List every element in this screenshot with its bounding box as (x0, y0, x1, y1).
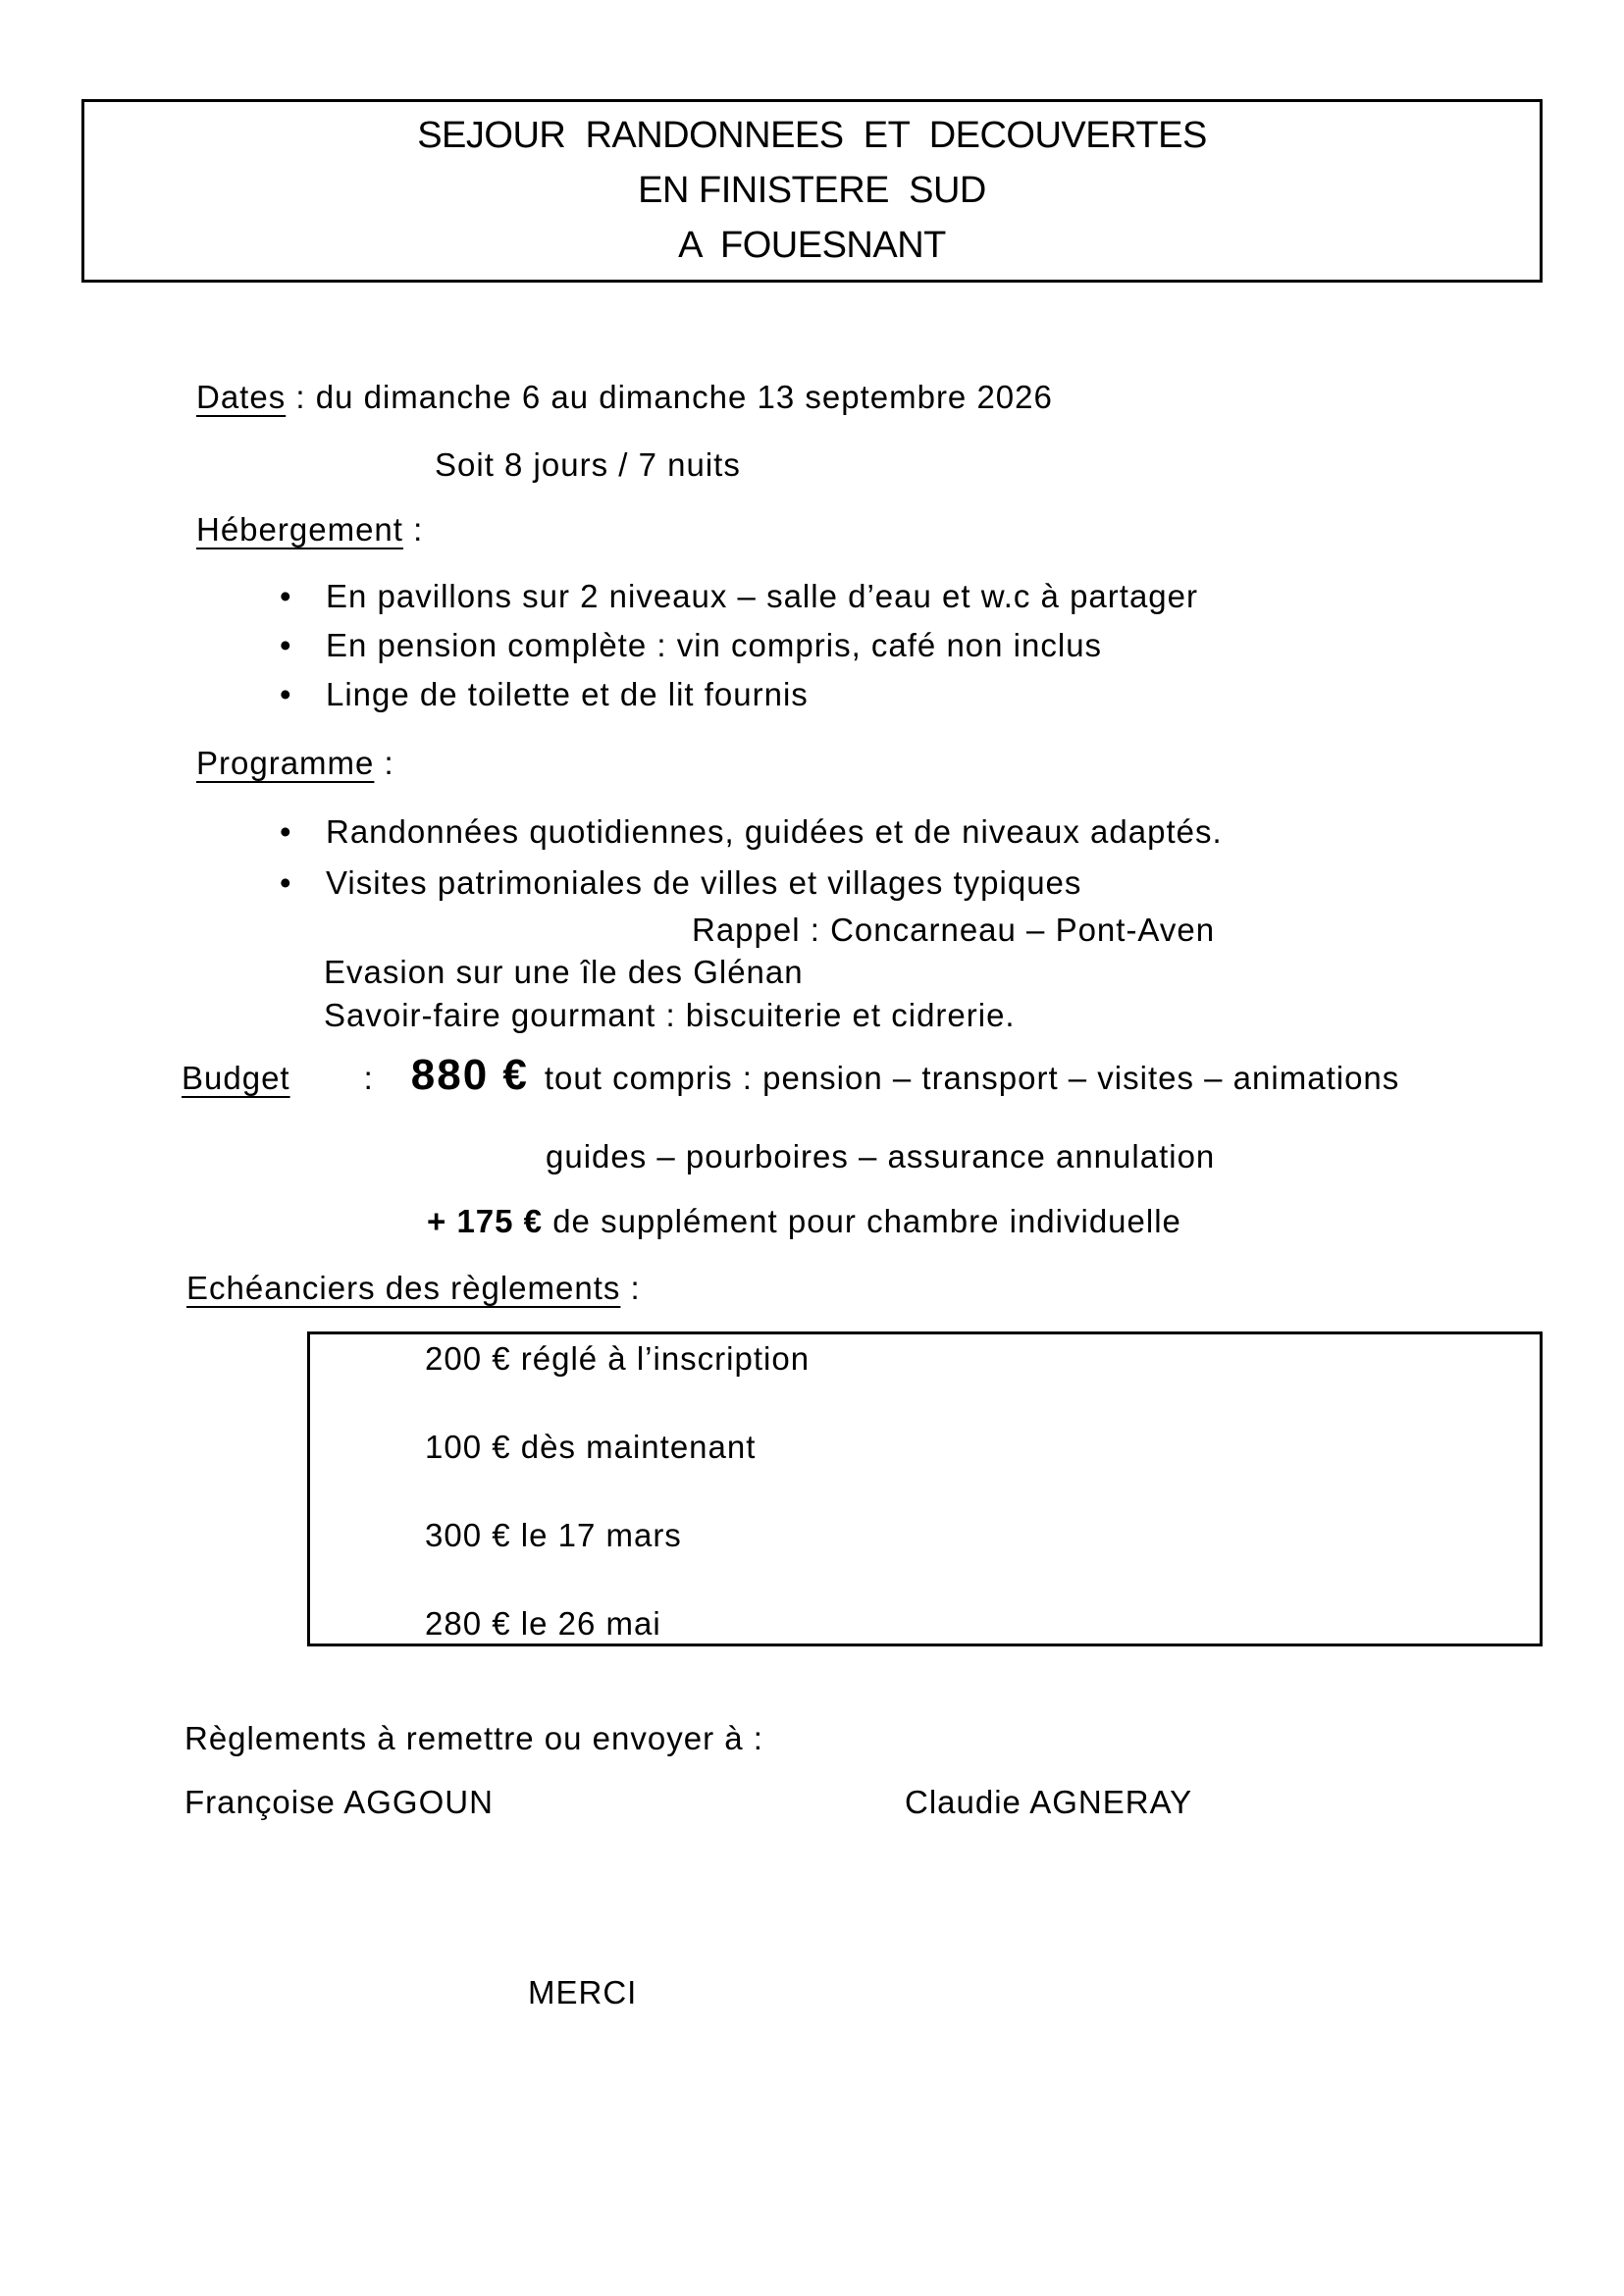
hebergement-bullet-3: Linge de toilette et de lit fournis (326, 676, 809, 712)
hebergement-heading (196, 511, 423, 548)
list-item (280, 813, 1223, 864)
programme-extra-1: Evasion sur une île des Glénan (324, 954, 804, 990)
programme-bullet-1: Randonnées quotidiennes, guidées et de niveaux adaptés. (326, 813, 1223, 850)
bullet-icon: • (280, 813, 292, 850)
bullet-icon: • (280, 627, 292, 663)
title-line-1: SEJOUR RANDONNEES ET DECOUVERTES (417, 115, 1207, 156)
remit-line: Règlements à remettre ou envoyer à : (184, 1720, 763, 1756)
hebergement-bullet-list (280, 578, 1198, 725)
budget-supplement-line (427, 1203, 1181, 1240)
budget-text: tout compris : pension – transport – visites – animations (544, 1060, 1400, 1096)
budget-supplement-text: de supplément pour chambre individuelle (543, 1203, 1181, 1239)
contact-name-right: Claudie AGNERAY (905, 1784, 1193, 1820)
budget-label: Budget (182, 1060, 290, 1096)
contacts-row (184, 1784, 1543, 1821)
hebergement-bullet-1: En pavillons sur 2 niveaux – salle d’eau et w.c à partager (326, 578, 1198, 614)
programme-heading (196, 745, 394, 782)
programme-colon: : (374, 745, 394, 781)
payments-list (310, 1334, 1540, 1640)
payment-item-1: 200 € réglé à l’inscription (425, 1340, 811, 1377)
title-line-2: EN FINISTERE SUD (638, 170, 986, 211)
echeancier-label: Echéanciers des règlements (186, 1270, 621, 1306)
bullet-icon: • (280, 864, 292, 901)
dates-line (196, 379, 1053, 416)
thanks-text: MERCI (528, 1974, 638, 2010)
programme-bullet-list (280, 813, 1223, 915)
budget-line-2: guides – pourboires – assurance annulation (546, 1138, 1216, 1174)
payment-item-2: 100 € dès maintenant (425, 1429, 757, 1465)
title-line-3: A FOUESNANT (678, 225, 946, 266)
programme-extra-2: Savoir-faire gourmant : biscuiterie et cidrerie. (324, 997, 1016, 1033)
hebergement-label: Hébergement (196, 511, 403, 548)
list-item (280, 864, 1223, 915)
list-item (280, 578, 1198, 627)
bullet-icon: • (280, 578, 292, 614)
budget-line (182, 1051, 1400, 1099)
title-box (81, 99, 1543, 283)
list-item (280, 627, 1198, 676)
programme-bullet-2: Visites patrimoniales de villes et villages typiques (326, 864, 1082, 901)
echeancier-colon: : (620, 1270, 641, 1306)
contact-name-left: Françoise AGGOUN (184, 1784, 494, 1820)
list-item (280, 676, 1198, 725)
hebergement-bullet-2: En pension complète : vin compris, café non inclus (326, 627, 1103, 663)
echeancier-heading (186, 1270, 641, 1307)
payments-box (307, 1331, 1543, 1646)
programme-rappel: Rappel : Concarneau – Pont-Aven (692, 912, 1216, 948)
payment-item-4: 280 € le 26 mai (425, 1605, 661, 1642)
dates-duration: Soit 8 jours / 7 nuits (435, 446, 741, 483)
bullet-icon: • (280, 676, 292, 712)
hebergement-colon: : (402, 511, 424, 548)
programme-label: Programme (196, 745, 375, 781)
dates-label: Dates (196, 379, 287, 415)
payment-item-3: 300 € le 17 mars (425, 1517, 682, 1553)
budget-amount: 880 € (410, 1051, 529, 1099)
dates-text: : du dimanche 6 au dimanche 13 septembre 2026 (286, 379, 1053, 415)
budget-colon: : (363, 1060, 374, 1096)
budget-supplement-amount: + 175 € (427, 1203, 544, 1239)
